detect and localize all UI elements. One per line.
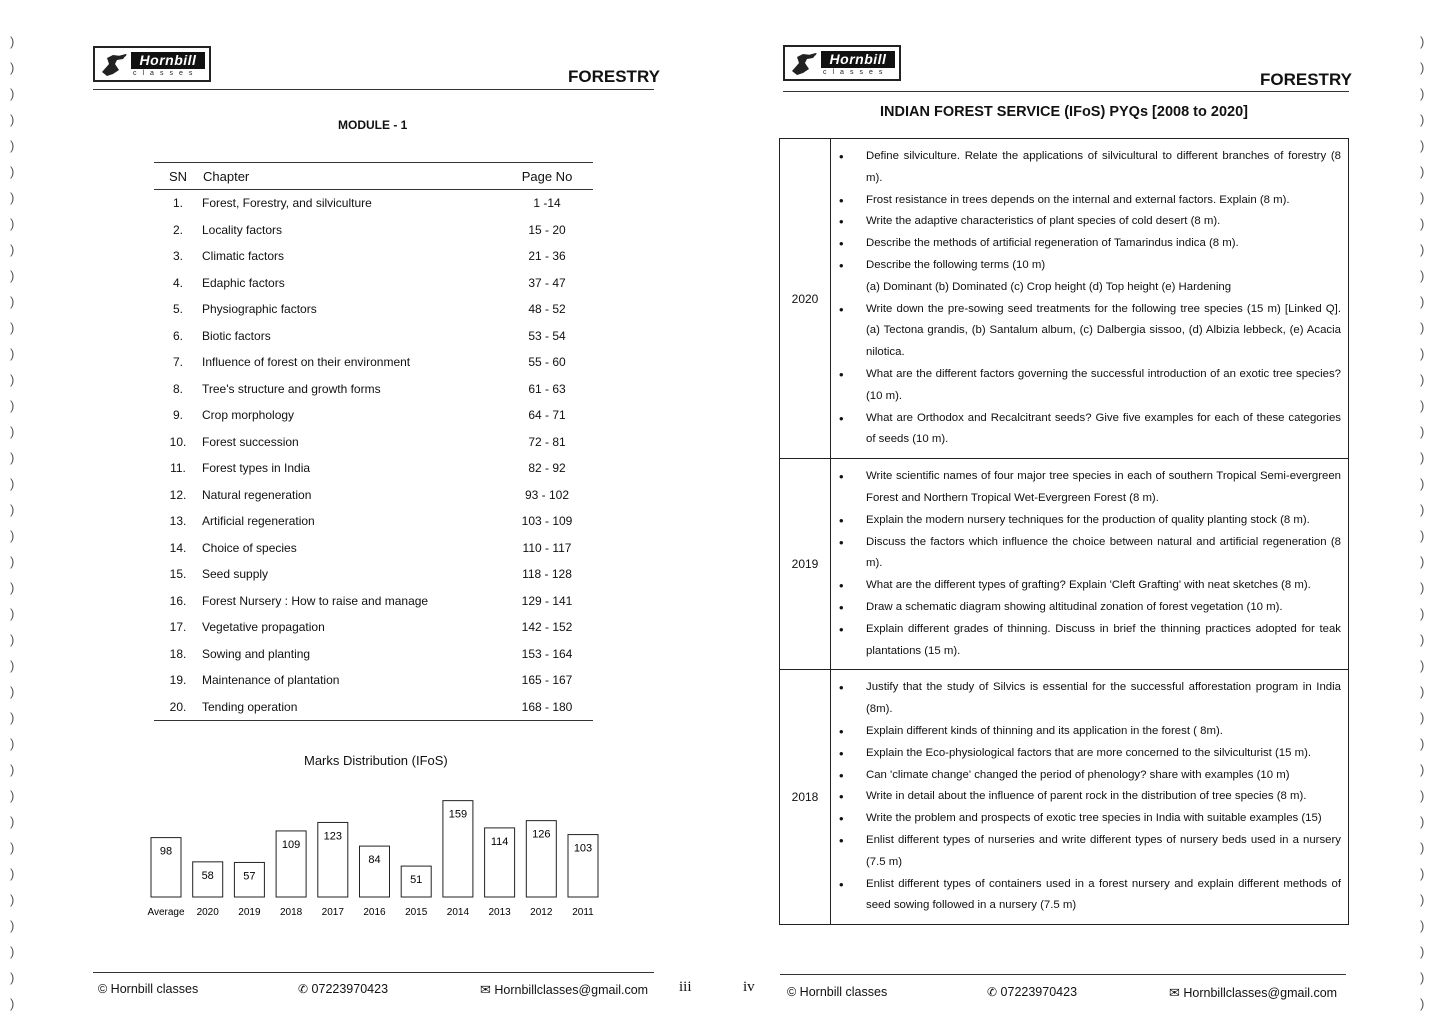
- list-item: [866, 190, 1341, 212]
- data-label: 58: [201, 869, 214, 882]
- footer-phone-left: [298, 982, 388, 996]
- binding-mark: ): [1420, 138, 1425, 153]
- list-item: [866, 408, 1341, 452]
- binding-mark: ): [1420, 658, 1425, 673]
- binding-mark: ): [1420, 476, 1425, 491]
- hornbill-bird-icon: [99, 52, 129, 78]
- toc-chapter: Tending operation: [202, 694, 501, 721]
- toc-sn: 1.: [172, 196, 183, 211]
- list-item: [866, 299, 1341, 364]
- toc-chapter: Forest Nursery : How to raise and manage: [202, 593, 429, 608]
- data-label: 109: [281, 838, 301, 851]
- binding-mark: ): [10, 190, 15, 205]
- toc-chapter: Crop morphology: [202, 408, 295, 423]
- year-cell: 2018: [780, 670, 831, 925]
- question-text: • What are Orthodox and Recalcitrant seeds? Give five examples for each of these categories of seeds (10 m).: [866, 411, 1341, 446]
- data-label: 126: [532, 828, 551, 841]
- toc-page: 103 - 109: [521, 514, 573, 529]
- table-row: [154, 323, 593, 350]
- binding-mark: ): [1420, 164, 1425, 179]
- pyq-table: [779, 138, 1349, 925]
- toc-chapter: Climatic factors: [202, 249, 285, 264]
- toc-page: 129 - 141: [521, 593, 573, 608]
- toc-page: 64 - 71: [528, 408, 566, 423]
- phone-text: 07223970423: [311, 982, 389, 996]
- toc-sn: 20.: [154, 694, 202, 721]
- subject-title-right: FORESTRY: [1260, 70, 1352, 89]
- table-row: [154, 508, 593, 535]
- table-row: [154, 482, 593, 509]
- toc-sn: 13.: [169, 514, 187, 529]
- footer-phone-right: [987, 985, 1077, 999]
- binding-mark: ): [1420, 450, 1425, 465]
- binding-mark: ): [10, 34, 15, 49]
- category-label: 2017: [321, 907, 344, 918]
- questions-cell: [831, 670, 1349, 925]
- toc-sn: 2.: [172, 222, 183, 237]
- binding-mark: ): [1420, 112, 1425, 127]
- col-page: Page No: [501, 163, 593, 190]
- data-label: 98: [159, 845, 173, 858]
- toc-sn: 8.: [172, 381, 183, 396]
- year-row: [780, 459, 1349, 670]
- question-text: • Write down the pre-sowing seed treatments for the following tree species (15 m) [Linked Q]. (a) Tectona grandis, (b) Santalum album, (c) Dalbergia sissoo, (d) Albizia lebbeck, (e) Acacia nilotica.: [866, 302, 1341, 359]
- binding-mark: ): [10, 892, 15, 907]
- toc-page: 48 - 52: [528, 302, 566, 317]
- binding-mark: ): [1420, 268, 1425, 283]
- question-text: • Discuss the factors which influence the choice between natural and artificial regeneration (8 m).: [866, 535, 1341, 570]
- binding-mark: ): [1420, 424, 1425, 439]
- toc-chapter: Forest succession: [202, 434, 299, 449]
- toc-chapter: Tree's structure and growth forms: [202, 381, 381, 396]
- table-row: [154, 561, 593, 588]
- toc-chapter: Choice of species: [202, 540, 297, 555]
- binding-mark: ): [10, 840, 15, 855]
- binding-mark: ): [1420, 814, 1425, 829]
- category-label: 2020: [196, 907, 219, 918]
- table-row: [154, 349, 593, 376]
- table-row: [154, 455, 593, 482]
- binding-mark: ): [1420, 86, 1425, 101]
- question-text: • Define silviculture. Relate the applications of silvicultural to different branches of forestry (8 m).: [866, 150, 1341, 184]
- binding-mark: ): [10, 814, 15, 829]
- question-text: • Explain the modern nursery techniques for the production of quality planting stock (8 m).: [866, 513, 1310, 526]
- binding-mark: ): [1420, 320, 1425, 335]
- toc-page: 165 - 167: [521, 673, 573, 688]
- header-rule-left: [93, 89, 654, 90]
- binding-mark: ): [10, 502, 15, 517]
- toc-sn: 16.: [169, 593, 187, 608]
- binding-mark: ): [1420, 34, 1425, 49]
- question-text: • Explain different kinds of thinning and its application in the forest ( 8m).: [866, 724, 1223, 737]
- list-item: [866, 466, 1341, 510]
- toc-page: 53 - 54: [528, 328, 566, 343]
- footer-email-right: [1169, 985, 1337, 1001]
- binding-mark: ): [1420, 944, 1425, 959]
- list-item: [866, 532, 1341, 576]
- brand-name: Hornbill: [131, 52, 205, 69]
- binding-mark: ): [1420, 580, 1425, 595]
- question-text: • Write the problem and prospects of exotic tree species in India with suitable examples (15): [866, 812, 1322, 825]
- data-label: 57: [243, 870, 256, 883]
- list-item: [866, 786, 1341, 808]
- toc-sn: 19.: [169, 673, 187, 688]
- year-row: [780, 139, 1349, 459]
- footer-rule-left: [93, 972, 654, 973]
- binding-mark: ): [1420, 502, 1425, 517]
- list-item: [866, 721, 1341, 743]
- email-text: Hornbillclasses@gmail.com: [1183, 986, 1338, 1000]
- table-row: [154, 694, 593, 721]
- binding-mark: ): [10, 580, 15, 595]
- binding-mark: ): [10, 372, 15, 387]
- binding-mark: ): [10, 788, 15, 803]
- toc-chapter: Locality factors: [202, 222, 283, 237]
- toc-sn: 15.: [169, 567, 187, 582]
- list-item: [866, 510, 1341, 532]
- footer-email-left: [480, 982, 648, 998]
- year-cell: 2020: [780, 139, 831, 459]
- question-text: • Describe the following terms (10 m) (a) Dominant (b) Dominated (c) Crop height (d) Top height (e) Hardening: [866, 258, 1232, 293]
- year-cell: 2019: [780, 459, 831, 670]
- hornbill-bird-icon: [789, 51, 819, 77]
- list-item: [866, 808, 1341, 830]
- binding-mark: ): [1420, 632, 1425, 647]
- binding-mark: ): [10, 632, 15, 647]
- list-item: [866, 364, 1341, 408]
- binding-mark: ): [10, 320, 15, 335]
- phone-icon: ✆: [298, 982, 309, 996]
- table-row: [154, 402, 593, 429]
- question-text: • Explain the Eco-physiological factors that are more concerned to the silviculturist (15 m).: [866, 746, 1312, 759]
- brand-logo-left: [93, 46, 211, 82]
- year-row: [780, 670, 1349, 925]
- binding-mark: ): [10, 294, 15, 309]
- toc-page: 21 - 36: [528, 249, 566, 264]
- binding-mark: ): [1420, 970, 1425, 985]
- questions-cell: [831, 459, 1349, 670]
- page-number-left: iii: [679, 979, 692, 995]
- table-row: [154, 270, 593, 297]
- envelope-icon: ✉: [480, 982, 491, 997]
- list-item: [866, 211, 1341, 233]
- question-text: • Explain different grades of thinning. Discuss in brief the thinning practices adopted for teak plantations (15 m).: [866, 622, 1341, 657]
- list-item: [866, 255, 1341, 299]
- toc-chapter: Natural regeneration: [202, 487, 312, 502]
- binding-mark: ): [1420, 294, 1425, 309]
- toc-chapter: Physiographic factors: [202, 302, 317, 317]
- data-label: 84: [368, 854, 381, 867]
- toc-sn: 7.: [172, 355, 183, 370]
- toc-page: 1 -14: [533, 196, 561, 211]
- toc-page: 61 - 63: [528, 381, 566, 396]
- binding-mark: ): [1420, 996, 1425, 1011]
- binding-mark: ): [1420, 346, 1425, 361]
- question-text: • What are the different factors governing the successful introduction of an exotic tree species? (10 m).: [866, 367, 1341, 402]
- marks-bar-chart: [140, 790, 610, 925]
- category-label: 2011: [572, 907, 594, 918]
- col-sn: SN: [154, 163, 202, 190]
- category-label: 2015: [405, 907, 428, 918]
- table-row: [154, 296, 593, 323]
- toc-sn: 6.: [172, 328, 183, 343]
- category-label: 2013: [488, 907, 511, 918]
- binding-mark: ): [1420, 736, 1425, 751]
- toc-sn: 9.: [172, 408, 183, 423]
- question-text: • Write the adaptive characteristics of plant species of cold desert (8 m).: [866, 215, 1221, 228]
- binding-mark: ): [1420, 398, 1425, 413]
- toc-chapter: Edaphic factors: [202, 275, 285, 290]
- table-row: [154, 243, 593, 270]
- footer-copyright-right: © Hornbill classes: [787, 985, 888, 999]
- chapter-table: [154, 162, 593, 721]
- toc-sn: 11.: [170, 461, 186, 476]
- binding-mark: ): [1420, 606, 1425, 621]
- question-text: • Justify that the study of Silvics is essential for the successful afforestation program in India (8m).: [866, 681, 1341, 716]
- table-row: [154, 190, 593, 217]
- binding-mark: ): [1420, 892, 1425, 907]
- binding-mark: ): [10, 762, 15, 777]
- binding-mark: ): [1420, 216, 1425, 231]
- footer-rule-right: [780, 974, 1346, 975]
- list-item: [866, 677, 1341, 721]
- category-label: 2014: [446, 907, 470, 918]
- binding-mark: ): [10, 658, 15, 673]
- question-text: • Draw a schematic diagram showing altitudinal zonation of forest vegetation (10 m).: [866, 600, 1283, 613]
- table-row: [154, 429, 593, 456]
- data-label: 123: [323, 830, 342, 843]
- binding-mark: ): [10, 242, 15, 257]
- table-row: [154, 535, 593, 562]
- brand-name: Hornbill: [821, 51, 895, 68]
- data-label: 51: [410, 874, 423, 887]
- binding-mark: ): [10, 216, 15, 231]
- data-label: 159: [448, 808, 468, 821]
- binding-mark: ): [1420, 918, 1425, 933]
- toc-sn: 4.: [172, 275, 183, 290]
- toc-sn: 14.: [169, 540, 187, 555]
- email-text: Hornbillclasses@gmail.com: [494, 983, 649, 997]
- data-label: 114: [490, 835, 509, 848]
- question-text: • Can 'climate change' changed the period of phenology? share with examples (10 m): [866, 768, 1290, 781]
- question-text: • What are the different types of grafting? Explain 'Cleft Grafting' with neat sketches (8 m).: [866, 579, 1311, 592]
- binding-mark: ): [10, 996, 15, 1011]
- toc-sn: 3.: [172, 249, 183, 264]
- category-label: Average: [147, 907, 185, 918]
- toc-page: 118 - 128: [522, 567, 572, 582]
- toc-chapter: Biotic factors: [202, 328, 271, 343]
- toc-page: 15 - 20: [528, 222, 566, 237]
- toc-page: 93 - 102: [524, 487, 570, 502]
- list-item: [866, 597, 1341, 619]
- module-title: MODULE - 1: [338, 118, 408, 132]
- header-rule-right: [783, 91, 1349, 92]
- toc-page: 55 - 60: [528, 355, 566, 370]
- data-label: 103: [573, 842, 593, 855]
- binding-mark: ): [10, 424, 15, 439]
- toc-page: 37 - 47: [528, 275, 566, 290]
- question-text: • Frost resistance in trees depends on the internal and external factors. Explain (8 m).: [866, 193, 1290, 206]
- binding-mark: ): [10, 268, 15, 283]
- list-item: [866, 146, 1341, 190]
- list-item: [866, 619, 1341, 663]
- brand-logo-right: [783, 45, 901, 81]
- chart-title: Marks Distribution (IFoS): [304, 753, 448, 768]
- binding-mark: ): [10, 450, 15, 465]
- binding-mark: ): [10, 684, 15, 699]
- toc-page: 142 - 152: [521, 620, 573, 635]
- list-item: [866, 233, 1341, 255]
- binding-mark: ): [1420, 190, 1425, 205]
- table-row: [154, 588, 593, 615]
- col-chapter: Chapter: [202, 163, 501, 190]
- toc-chapter: Maintenance of plantation: [202, 673, 340, 688]
- table-row: [154, 641, 593, 668]
- question-text: • Write scientific names of four major tree species in each of southern Tropical Semi-evergreen Forest and Northern Tropical Wet-Evergreen Forest (8 m).: [866, 470, 1341, 504]
- binding-mark: ): [10, 86, 15, 101]
- list-item: [866, 765, 1341, 787]
- binding-mark: ): [10, 866, 15, 881]
- table-header: [154, 163, 593, 190]
- toc-sn: 10.: [169, 434, 187, 449]
- pyq-title: INDIAN FOREST SERVICE (IFoS) PYQs [2008 to 2020]: [880, 104, 1248, 120]
- toc-sn: 17.: [169, 620, 187, 635]
- toc-chapter: Seed supply: [202, 567, 269, 582]
- toc-page: 82 - 92: [528, 461, 566, 476]
- binding-mark: ): [10, 710, 15, 725]
- toc-chapter: Artificial regeneration: [202, 514, 315, 529]
- footer-copyright-left: © Hornbill classes: [98, 982, 199, 996]
- binding-mark: ): [1420, 372, 1425, 387]
- brand-sub: classes: [133, 70, 199, 77]
- binding-mark: ): [1420, 840, 1425, 855]
- list-item: [866, 830, 1341, 874]
- binding-mark: ): [10, 554, 15, 569]
- toc-page: 153 - 164: [521, 646, 573, 661]
- binding-mark: ): [10, 918, 15, 933]
- toc-sn: 5.: [172, 302, 183, 317]
- phone-icon: ✆: [987, 985, 998, 999]
- list-item: [866, 743, 1341, 765]
- phone-text: 07223970423: [1000, 985, 1078, 999]
- binding-mark: ): [1420, 866, 1425, 881]
- toc-chapter: Forest types in India: [202, 461, 311, 476]
- toc-chapter: Influence of forest on their environment: [202, 355, 411, 370]
- question-text: • Enlist different types of containers used in a forest nursery and explain different methods of seed sowing followed in a nursery (7.5 m): [866, 877, 1341, 912]
- table-row: [154, 376, 593, 403]
- toc-page: 72 - 81: [528, 434, 566, 449]
- binding-mark: ): [1420, 242, 1425, 257]
- brand-sub: classes: [823, 69, 889, 76]
- category-label: 2012: [530, 907, 553, 918]
- toc-page: 168 - 180: [501, 694, 593, 721]
- question-text: • Enlist different types of nurseries and write different types of nursery beds used in a nursery (7.5 m): [866, 833, 1341, 868]
- binding-mark: ): [1420, 528, 1425, 543]
- toc-page: 110 - 117: [522, 540, 572, 555]
- page-number-right: iv: [743, 979, 755, 995]
- subject-title-left: FORESTRY: [568, 67, 660, 86]
- binding-mark: ): [10, 164, 15, 179]
- toc-chapter: Forest, Forestry, and silviculture: [202, 196, 372, 211]
- table-row: [154, 614, 593, 641]
- toc-chapter: Vegetative propagation: [202, 620, 325, 635]
- binding-mark: ): [10, 944, 15, 959]
- table-row: [154, 667, 593, 694]
- binding-mark: ): [10, 398, 15, 413]
- table-row: [154, 217, 593, 244]
- category-label: 2018: [279, 907, 303, 918]
- binding-mark: ): [1420, 60, 1425, 75]
- binding-mark: ): [1420, 762, 1425, 777]
- binding-mark: ): [10, 346, 15, 361]
- binding-mark: ): [10, 528, 15, 543]
- questions-cell: [831, 139, 1349, 459]
- binding-mark: ): [10, 736, 15, 751]
- list-item: [866, 874, 1341, 918]
- question-text: • Describe the methods of artificial regeneration of Tamarindus indica (8 m).: [866, 237, 1239, 250]
- category-label: 2019: [238, 907, 261, 918]
- binding-mark: ): [1420, 710, 1425, 725]
- binding-mark: ): [10, 112, 15, 127]
- question-text: • Write in detail about the influence of parent rock in the distribution of tree species (8 m).: [866, 790, 1307, 803]
- binding-mark: ): [10, 970, 15, 985]
- toc-sn: 18.: [169, 646, 187, 661]
- toc-chapter: Sowing and planting: [202, 646, 311, 661]
- envelope-icon: ✉: [1169, 985, 1180, 1000]
- category-label: 2016: [363, 907, 386, 918]
- binding-mark: ): [1420, 684, 1425, 699]
- binding-mark: ): [10, 138, 15, 153]
- binding-mark: ): [1420, 788, 1425, 803]
- toc-sn: 12.: [169, 487, 187, 502]
- binding-mark: ): [10, 60, 15, 75]
- list-item: [866, 575, 1341, 597]
- binding-mark: ): [10, 476, 15, 491]
- binding-mark: ): [10, 606, 15, 621]
- binding-mark: ): [1420, 554, 1425, 569]
